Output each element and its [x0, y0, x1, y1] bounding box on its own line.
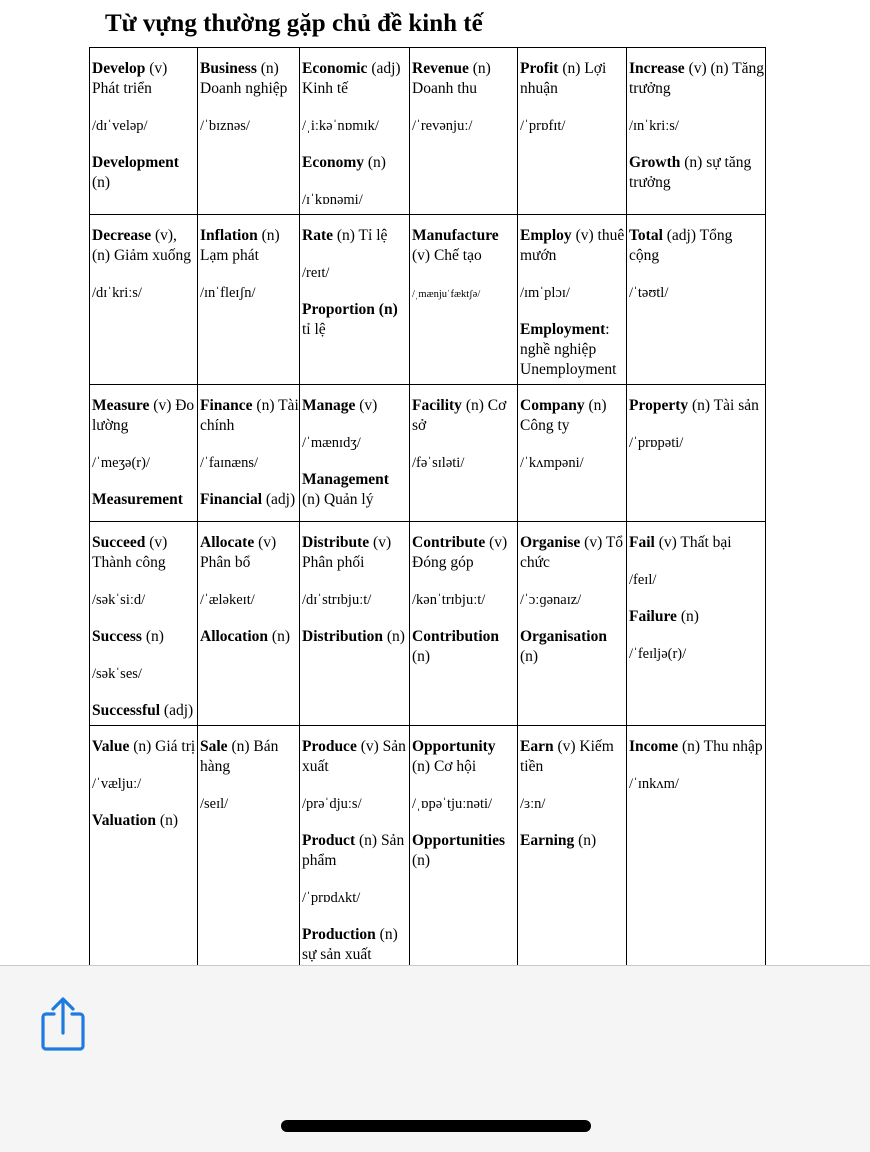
ipa-text: /dɪˈkriːs/ [92, 285, 142, 301]
term-meaning: Đo lường [92, 397, 195, 434]
term-block [200, 396, 299, 436]
term-block [302, 627, 409, 647]
ipa-block [302, 794, 409, 814]
term-word: Economic [302, 60, 368, 77]
ipa-block [92, 283, 197, 303]
term-block [92, 533, 197, 573]
term-word: Increase [629, 60, 685, 77]
term-meaning: tiền [520, 758, 544, 775]
term-block [92, 226, 197, 266]
term-word: Growth [629, 154, 681, 171]
term-word: Property [629, 397, 689, 414]
term-word: Failure [629, 608, 677, 625]
vocab-table [89, 47, 766, 1064]
term-word: Allocation [200, 628, 269, 645]
term-meaning: trưởng [629, 174, 671, 191]
term-word: Management [302, 471, 389, 488]
ipa-block [92, 116, 197, 136]
vocab-cell [300, 522, 410, 726]
ipa-block [629, 283, 765, 303]
vocab-cell [300, 215, 410, 385]
term-word: Organise [520, 534, 581, 551]
term-block [200, 59, 299, 99]
term-word: Employment [520, 321, 606, 338]
ipa-block [520, 116, 626, 136]
term-pos: : [605, 321, 610, 338]
ipa-block [302, 263, 409, 283]
term-pos: (v), [151, 227, 177, 244]
term-word: Production [302, 926, 376, 943]
term-word: Sale [200, 738, 228, 755]
term-meaning: Doanh thu [412, 80, 478, 97]
vocab-cell [518, 215, 627, 385]
term-block [92, 811, 197, 831]
ipa-block [92, 453, 197, 473]
ipa-text: /ˈtəʊtl/ [629, 285, 669, 301]
ipa-text: /ˈæləkeɪt/ [200, 592, 255, 608]
term-word: Development [92, 154, 179, 171]
term-word: Fail [629, 534, 655, 551]
term-meaning: Cơ sở [412, 397, 507, 434]
ipa-block [200, 794, 299, 814]
ipa-block [92, 774, 197, 794]
term-block [412, 737, 517, 777]
term-block [629, 396, 765, 416]
term-block [412, 627, 517, 667]
term-meaning: (n) Giảm xuống [92, 247, 192, 264]
term-pos: (n) [468, 60, 491, 77]
vocab-cell [90, 522, 198, 726]
term-block [302, 300, 409, 340]
ipa-block [92, 590, 197, 610]
ipa-text: /ˈprɒdʌkt/ [302, 890, 361, 906]
ipa-text: /ɪnˈkriːs/ [629, 118, 679, 134]
term-pos: (n) [156, 812, 178, 829]
term-block [302, 59, 409, 99]
ipa-text: /ˈvæljuː/ [92, 776, 142, 792]
term-meaning: nhập [732, 738, 763, 755]
term-pos: (n) [584, 397, 607, 414]
term-meaning: hàng [200, 758, 231, 775]
ipa-block [200, 453, 299, 473]
term-word: Opportunities [412, 832, 506, 849]
ipa-text: /prəˈdjuːs/ [302, 796, 362, 812]
vocab-cell [198, 215, 300, 385]
ipa-text: /ɪnˈfleɪʃn/ [200, 285, 256, 301]
term-word: Income [629, 738, 679, 755]
vocab-cell [300, 385, 410, 522]
term-block [629, 737, 765, 757]
ipa-block [520, 590, 626, 610]
term-meaning: (n) [92, 174, 111, 191]
term-meaning: trị [181, 738, 196, 755]
term-meaning: Tổ chức [520, 534, 624, 571]
term-word: Measurement [92, 491, 183, 508]
term-meaning: (v) Đóng góp [412, 534, 508, 571]
vocab-cell [410, 385, 518, 522]
vocab-row [90, 48, 766, 215]
term-pos: (n) Tỉ lệ [333, 227, 388, 244]
term-meaning: (n) [412, 648, 431, 665]
term-pos: (v) [145, 60, 168, 77]
term-pos: (v) Thất bại [654, 534, 732, 551]
term-meaning: (n) Cơ hội [412, 758, 477, 775]
term-word: Opportunity [412, 738, 496, 755]
term-word: Product [302, 832, 356, 849]
term-meaning: (n) [271, 628, 290, 645]
term-block [520, 59, 626, 99]
ipa-text: /dɪˈveləp/ [92, 118, 148, 134]
ipa-block [520, 283, 626, 303]
term-meaning: Tăng trưởng [629, 60, 765, 97]
term-pos: (n) Bán [227, 738, 279, 755]
share-button[interactable] [40, 997, 86, 1053]
ipa-text: /ˈɪnkʌm/ [629, 776, 679, 792]
ipa-block [200, 590, 299, 610]
ipa-block [629, 644, 765, 664]
vocab-cell [627, 385, 766, 522]
ipa-block [302, 590, 409, 610]
vocab-cell [518, 48, 627, 215]
term-block [92, 59, 197, 99]
term-block [629, 226, 765, 266]
term-block [520, 737, 626, 777]
term-word: Manufacture [412, 227, 499, 244]
ipa-block [92, 664, 197, 684]
term-pos: (n) [461, 397, 484, 414]
term-word: Total [629, 227, 663, 244]
ipa-block [412, 116, 517, 136]
term-word: Financial [200, 491, 263, 508]
term-meaning: Tài chính [200, 397, 299, 434]
term-block [629, 153, 765, 193]
term-word: Revenue [412, 60, 469, 77]
term-meaning: sản [738, 397, 759, 414]
ipa-text: /ˈɔːɡənaɪz/ [520, 592, 582, 608]
vocab-cell [90, 215, 198, 385]
term-pos: (n) [252, 397, 275, 414]
ipa-text: /dɪˈstrɪbjuːt/ [302, 592, 372, 608]
term-pos: (v) [571, 227, 594, 244]
term-pos: (v) [145, 534, 168, 551]
term-block [629, 607, 765, 627]
term-block [200, 226, 299, 266]
term-word: Proportion (n) [302, 301, 398, 318]
term-block [629, 59, 765, 99]
ipa-text: /ˈkʌmpəni/ [520, 455, 584, 471]
term-pos: (n) [364, 154, 386, 171]
ipa-block [302, 433, 409, 453]
term-block [302, 470, 409, 510]
vocab-cell [410, 215, 518, 385]
term-meaning: (n) [412, 852, 431, 869]
term-word: Successful [92, 702, 161, 719]
vocab-cell [198, 522, 300, 726]
vocab-cell [627, 522, 766, 726]
term-pos: (v) [355, 397, 378, 414]
term-word: Succeed [92, 534, 146, 551]
term-pos: (v) [580, 534, 603, 551]
term-word: Allocate [200, 534, 255, 551]
home-indicator [281, 1120, 591, 1132]
term-block [92, 701, 197, 721]
ipa-text: /ˈprɒpəti/ [629, 435, 684, 451]
ipa-text: /ɪmˈplɔɪ/ [520, 285, 570, 301]
ipa-text: /ˈrevənjuː/ [412, 118, 473, 134]
term-word: Value [92, 738, 130, 755]
ipa-text: /seɪl/ [200, 796, 229, 812]
term-pos: (n) [574, 832, 597, 849]
term-meaning: sự sản xuất [302, 946, 372, 963]
ipa-block [629, 116, 765, 136]
ipa-text: /səkˈsiːd/ [92, 592, 146, 608]
ipa-text: /ˈmænɪdʒ/ [302, 435, 361, 451]
term-pos: (v) [356, 738, 379, 755]
term-meaning: Doanh nghiệp [200, 80, 288, 97]
term-block [92, 153, 197, 193]
term-word: Company [520, 397, 585, 414]
ipa-text: /ˌɒpəˈtjuːnəti/ [412, 796, 493, 812]
term-block [520, 533, 626, 573]
term-block [302, 831, 409, 871]
ipa-block [629, 774, 765, 794]
term-block [302, 396, 409, 416]
term-block [92, 737, 197, 757]
vocab-cell [518, 522, 627, 726]
ipa-block [629, 570, 765, 590]
vocab-cell [518, 385, 627, 522]
ipa-text: /ɪˈkɒnəmi/ [302, 192, 363, 208]
term-block [412, 59, 517, 99]
term-meaning: Phân bổ [200, 554, 251, 571]
vocab-cell [90, 385, 198, 522]
term-meaning: Phân phối [302, 554, 365, 571]
term-block [200, 490, 299, 510]
term-block [92, 490, 197, 510]
term-pos: (n) Tài [688, 397, 735, 414]
term-pos: (n) Giá [129, 738, 178, 755]
term-word: Valuation [92, 812, 157, 829]
term-pos: (n) Thu [678, 738, 729, 755]
term-word: Decrease [92, 227, 152, 244]
term-word: Measure [92, 397, 150, 414]
vocab-row [90, 385, 766, 522]
ipa-text: /kənˈtrɪbjuːt/ [412, 592, 486, 608]
term-meaning: cộng [629, 247, 660, 264]
ipa-block [412, 590, 517, 610]
term-pos: (adj) Tổng [662, 227, 733, 244]
term-word: Success [92, 628, 142, 645]
ipa-block [200, 283, 299, 303]
ipa-text: /ˌiːkəˈnɒmɪk/ [302, 118, 379, 134]
term-meaning: Sản xuất [302, 738, 406, 775]
term-pos: (v) (n) [684, 60, 729, 77]
term-pos: (n) sự tăng [680, 154, 752, 171]
term-word: Finance [200, 397, 253, 414]
term-pos: (n) [141, 628, 164, 645]
term-meaning: (adj) [163, 702, 194, 719]
term-word: Employ [520, 227, 572, 244]
term-word: Develop [92, 60, 146, 77]
ipa-block [520, 794, 626, 814]
term-pos: (n) [256, 60, 279, 77]
ipa-block [412, 453, 517, 473]
ipa-text: /reɪt/ [302, 265, 330, 281]
term-block [92, 627, 197, 647]
term-meaning: (v) Chế tạo [412, 247, 482, 264]
term-pos: (n) [355, 832, 378, 849]
term-block [412, 533, 517, 573]
term-pos: (v) [369, 534, 392, 551]
page-title: Từ vựng thường gặp chủ đề kinh tế [105, 10, 483, 37]
ipa-block [520, 453, 626, 473]
ipa-text: /ˌmænjuˈfæktʃə/ [412, 289, 481, 300]
term-block [412, 396, 517, 436]
term-word: Distribute [302, 534, 370, 551]
term-word: Organisation [520, 628, 607, 645]
term-word: Contribution [412, 628, 499, 645]
term-word: Business [200, 60, 257, 77]
term-meaning: (n) [386, 628, 405, 645]
term-block [92, 396, 197, 436]
term-block [302, 533, 409, 573]
ipa-text: /ˈmeʒə(r)/ [92, 455, 150, 471]
term-block [302, 925, 409, 965]
vocab-cell [90, 48, 198, 215]
term-block [302, 737, 409, 777]
term-block [200, 737, 299, 777]
term-word: Earn [520, 738, 554, 755]
term-pos: (v) [254, 534, 277, 551]
vocab-cell [198, 385, 300, 522]
ipa-block [412, 794, 517, 814]
ipa-block [302, 190, 409, 210]
term-word: Facility [412, 397, 462, 414]
term-block [520, 831, 626, 851]
term-block [302, 153, 409, 173]
ipa-text: /ˈbɪznəs/ [200, 118, 250, 134]
term-meaning: (n) [520, 648, 539, 665]
term-block [412, 831, 517, 871]
term-meaning: thuê mướn [520, 227, 625, 264]
vocab-row [90, 215, 766, 385]
term-meaning: (n) Quản lý [302, 491, 374, 508]
term-pos: (n) Lợi [558, 60, 607, 77]
term-word: Profit [520, 60, 559, 77]
term-block [520, 627, 626, 667]
vocab-cell [410, 48, 518, 215]
term-meaning: Thành công [92, 554, 166, 571]
ipa-block [302, 888, 409, 908]
term-block [200, 627, 299, 647]
term-meaning: (adj) [265, 491, 296, 508]
term-word: Manage [302, 397, 356, 414]
term-meaning: Phát triển [92, 80, 152, 97]
ipa-text: /ˈfeɪljə(r)/ [629, 646, 687, 662]
ipa-block [629, 433, 765, 453]
term-word: Distribution [302, 628, 383, 645]
term-word: Earning [520, 832, 575, 849]
term-word: Economy [302, 154, 364, 171]
term-pos: (n) [257, 227, 280, 244]
term-pos: (n) [676, 608, 699, 625]
term-pos: (v) Kiếm [553, 738, 614, 755]
vocab-row [90, 522, 766, 726]
term-meaning: (adj) Kinh tế [302, 60, 401, 97]
ipa-block [200, 116, 299, 136]
term-pos: (n) [375, 926, 398, 943]
term-meaning: tỉ lệ [302, 321, 326, 338]
term-block [520, 396, 626, 436]
ipa-text: /səkˈses/ [92, 666, 142, 682]
term-meaning: Lạm phát [200, 247, 259, 264]
ipa-text: /ɜːn/ [520, 796, 546, 812]
vocab-cell [627, 48, 766, 215]
ipa-text: /fəˈsɪləti/ [412, 455, 465, 471]
term-pos: (v) [149, 397, 172, 414]
ipa-block [302, 116, 409, 136]
ipa-text: /ˈfaɪnæns/ [200, 455, 258, 471]
term-word: Contribute [412, 534, 486, 551]
vocab-cell [410, 522, 518, 726]
ipa-block [412, 283, 517, 305]
term-block [520, 226, 626, 266]
term-meaning: Sản phẩm [302, 832, 405, 869]
term-word: Inflation [200, 227, 258, 244]
term-meaning: Công ty [520, 417, 570, 434]
term-block [520, 320, 626, 380]
term-block [629, 533, 765, 553]
term-word: Rate [302, 227, 333, 244]
term-block [200, 533, 299, 573]
term-word: Produce [302, 738, 357, 755]
vocab-cell [300, 48, 410, 215]
share-icon [40, 997, 86, 1053]
ipa-text: /ˈprɒfɪt/ [520, 118, 566, 134]
term-meaning: nhuận [520, 80, 558, 97]
term-block [412, 226, 517, 266]
ipa-text: /feɪl/ [629, 572, 657, 588]
term-meaning: nghề nghiệp Unemployment [520, 341, 617, 378]
vocab-cell [627, 215, 766, 385]
vocab-cell [198, 48, 300, 215]
term-block [302, 226, 409, 246]
